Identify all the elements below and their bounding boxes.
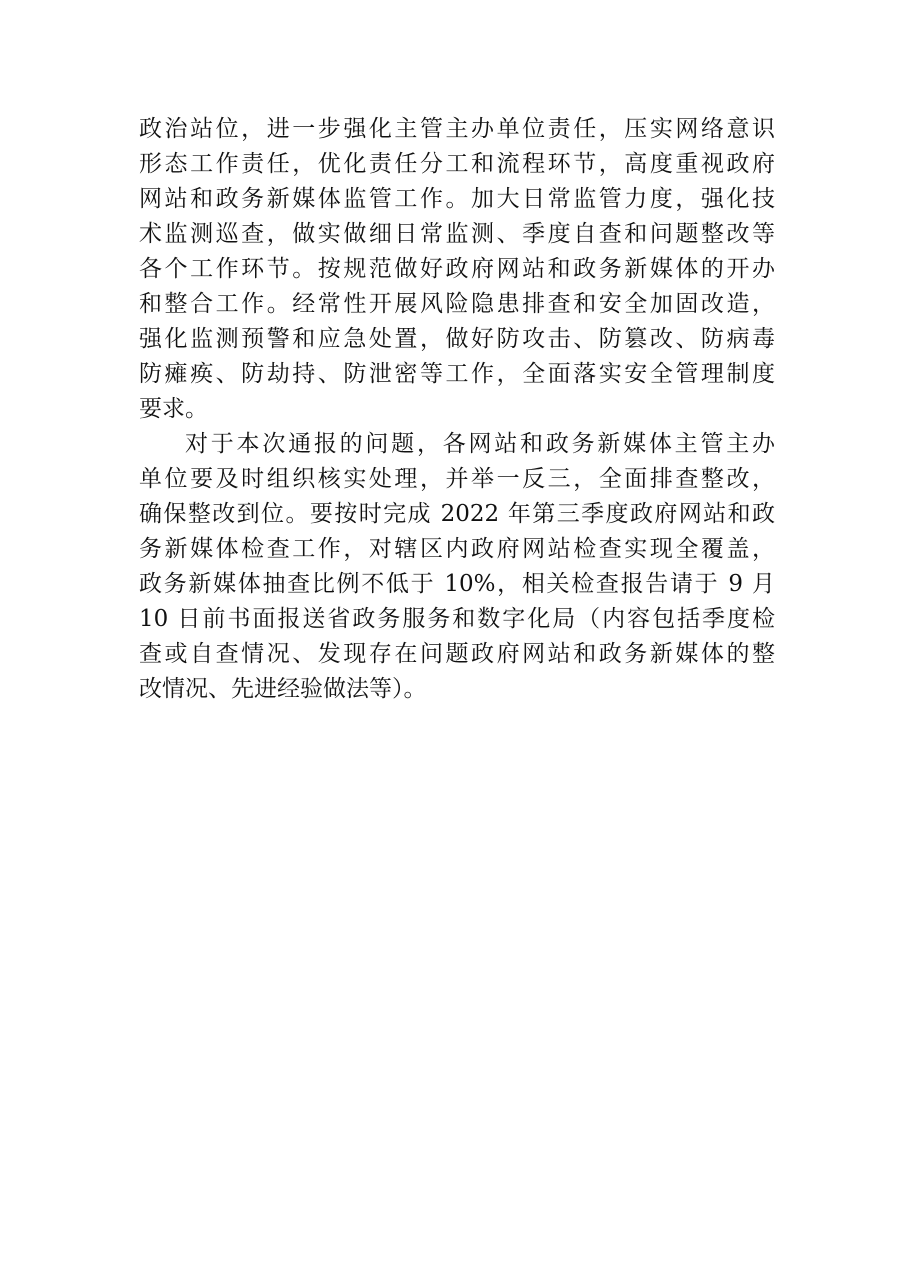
text-line: 强化监测预警和应急处置，做好防攻击、防篡改、防病毒: [139, 326, 775, 352]
text-line: 各个工作环节。按规范做好政府网站和政务新媒体的开办: [139, 256, 775, 282]
text-line: 单位要及时组织核实处理，并举一反三，全面排查整改，: [139, 466, 775, 492]
text-line: 防瘫痪、防劫持、防泄密等工作，全面落实安全管理制度: [139, 361, 775, 387]
text-line: 务新媒体检查工作，对辖区内政府网站检查实现全覆盖，: [139, 536, 775, 562]
text-line: 确保整改到位。要按时完成 2022 年第三季度政府网站和政: [139, 501, 775, 527]
document-body: [139, 112, 775, 707]
text-line: 术监测巡查，做实做细日常监测、季度自查和问题整改等: [139, 221, 775, 247]
text-line: 要求。: [139, 396, 208, 422]
text-line: 政治站位，进一步强化主管主办单位责任，压实网络意识: [139, 116, 775, 142]
text-line: 查或自查情况、发现存在问题政府网站和政务新媒体的整: [139, 641, 775, 667]
text-line: 10 日前书面报送省政务服务和数字化局（内容包括季度检: [139, 606, 775, 632]
text-line: 政务新媒体抽查比例不低于 10%，相关检查报告请于 9 月: [139, 571, 775, 597]
text-line: 网站和政务新媒体监管工作。加大日常监管力度，强化技: [139, 186, 775, 212]
text-line: 形态工作责任，优化责任分工和流程环节，高度重视政府: [139, 151, 775, 177]
paragraph-1: [139, 112, 775, 427]
paragraph-2: [139, 427, 775, 707]
text-line: 对于本次通报的问题，各网站和政务新媒体主管主办: [185, 431, 775, 457]
text-line: 改情况、先进经验做法等）。: [139, 676, 427, 702]
text-line: 和整合工作。经常性开展风险隐患排查和安全加固改造，: [139, 291, 775, 317]
